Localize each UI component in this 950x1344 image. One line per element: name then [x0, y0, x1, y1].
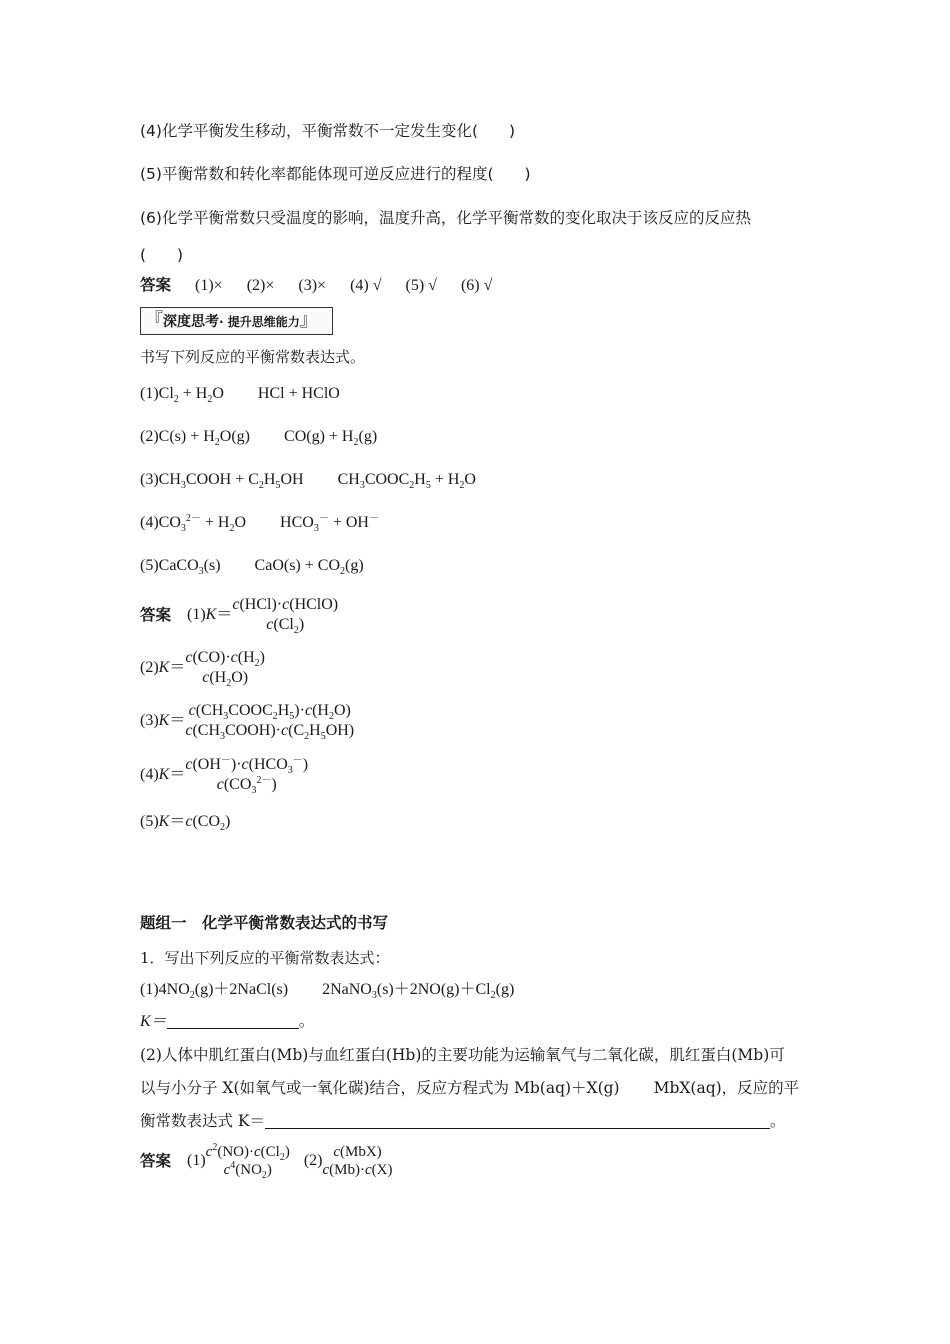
- group-title: 题组一 化学平衡常数表达式的书写: [140, 914, 389, 932]
- question-2-line-2: 以与小分子 X(如氧气或一氧化碳)结合，反应方程式为 Mb(aq)＋X(g) MbX(aq)，反应的平: [140, 1079, 800, 1097]
- answer-label: 答案: [140, 1152, 172, 1170]
- reaction-2: $(2)C(s) + H_2O(g) CO(g) + H_2(g)$: [140, 428, 378, 448]
- question-1: 1．写出下列反应的平衡常数表达式：: [140, 949, 390, 967]
- k-expression-3: (3)K＝ $c(CH_3COOC_2H_5)\cdot c(H_2O)$ $c(CH_3COOH)\cdot c(C_2H_5OH)$: [140, 702, 355, 742]
- answer-blank[interactable]: [265, 1112, 770, 1129]
- statement-6-bracket: ( ): [140, 246, 184, 264]
- fraction: c(MbX) c(Mb)·c(X): [322, 1144, 393, 1178]
- k-expression-5: $(5)K=c(CO_2)$: [140, 813, 231, 833]
- banner-open-bracket: 『: [145, 310, 163, 331]
- statement-6: (6)化学平衡常数只受温度的影响，温度升高，化学平衡常数的变化取决于该反应的反应热: [140, 209, 751, 227]
- answer-item: (6) √: [460, 277, 493, 294]
- fraction: c(HCl)·c(HClO) $c(Cl_2)$: [232, 596, 339, 636]
- answer-item: (3)×: [298, 277, 327, 294]
- answer-item: (1)×: [195, 277, 223, 294]
- reaction-5: (5)CaCO$_3$(s) $CaO(s) + CO_2(g)$: [140, 557, 364, 577]
- statement-4: (4)化学平衡发生移动，平衡常数不一定发生变化( ): [140, 122, 516, 140]
- group-answer: 答案 (1) $c^2(NO)\cdot c(Cl_2)$ $c^4(NO_2)$ (2) c(MbX) c(Mb)·c(X): [140, 1142, 393, 1181]
- fraction: $c(CO)\cdot c(H_2)$ $c(H_2O)$: [185, 649, 265, 689]
- answer-blank[interactable]: [167, 1012, 299, 1029]
- banner-title: 深度思考: [163, 314, 219, 330]
- question-1-blank-line: [140, 1012, 315, 1032]
- answer-label: 答案: [140, 276, 172, 294]
- banner-subtitle: · 提升思维能力: [219, 315, 300, 329]
- deep-thinking-banner: [140, 307, 333, 335]
- k-expression-2: (2)K＝ $c(CO)\cdot c(H_2)$ $c(H_2O)$: [140, 649, 265, 689]
- statement-5: (5)平衡常数和转化率都能体现可逆反应进行的程度( ): [140, 165, 531, 183]
- answer-item: (4) √: [350, 277, 382, 294]
- period: 。: [770, 1112, 786, 1130]
- period: 。: [298, 1013, 315, 1030]
- k-expression-4: (4)K＝ $c(OH^-)\cdot c(HCO_3^-)$ $c(CO_3^{2-})$: [140, 755, 309, 796]
- question-1-reaction: $(1)4NO_2(g)+2NaCl(s)$ $2NaNO_3(s)+2NO(g)+Cl_2(g)$: [140, 981, 515, 1001]
- reaction-4: $(4)CO_3^{2-} + H_2O$ $HCO_3^- + OH^-$: [140, 513, 379, 534]
- fraction: $c^2(NO)\cdot c(Cl_2)$ $c^4(NO_2)$: [205, 1142, 290, 1181]
- reaction-1: $(1)Cl_2 + H_2O$ HCl + HClO: [140, 385, 340, 405]
- answer-row-1: [140, 275, 492, 296]
- fraction: $c(CH_3COOC_2H_5)\cdot c(H_2O)$ $c(CH_3COOH)\cdot c(C_2H_5OH)$: [185, 702, 355, 742]
- answer-item: (5) √: [405, 277, 437, 294]
- question-2-line-1: (2)人体中肌红蛋白(Mb)与血红蛋白(Hb)的主要功能为运输氧气与二氧化碳，肌红蛋白(Mb)可: [140, 1046, 785, 1064]
- question-2-line-3: 衡常数表达式 K＝ 。: [140, 1112, 786, 1130]
- k-label: K＝: [140, 1013, 167, 1030]
- reaction-3: $(3)CH_3COOH + C_2H_5OH$ $CH_3COOC_2H_5 + H_2O$: [140, 471, 476, 491]
- fraction: $c(OH^-)\cdot c(HCO_3^-)$ $c(CO_3^{2-})$: [185, 755, 309, 796]
- k-expression-1: 答案 (1)K＝ c(HCl)·c(HClO) $c(Cl_2)$: [140, 596, 339, 636]
- answer-item: (2)×: [246, 277, 275, 294]
- answer-label: 答案: [140, 606, 172, 624]
- banner-close-bracket: 』: [299, 310, 318, 331]
- deep-intro: 书写下列反应的平衡常数表达式。: [140, 348, 366, 366]
